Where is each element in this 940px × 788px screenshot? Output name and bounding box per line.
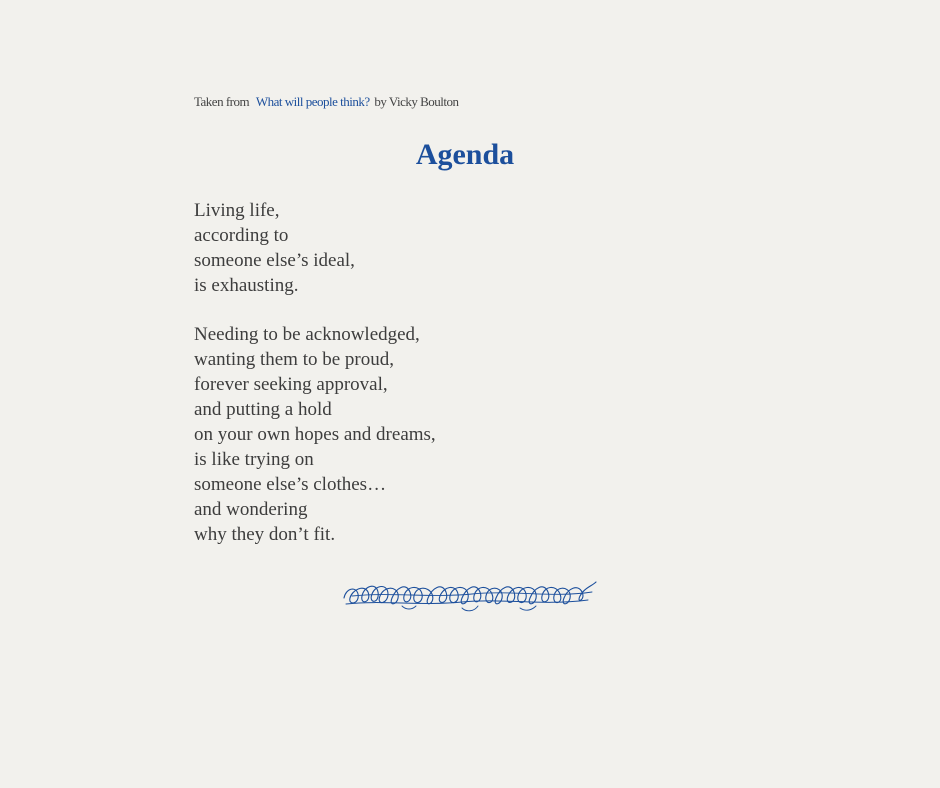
attribution-author: by Vicky Boulton	[374, 94, 459, 109]
poem-line: why they don’t fit.	[194, 524, 336, 545]
poem-line: Living life,	[194, 200, 280, 221]
poem-stanza-1	[194, 198, 355, 298]
poem-stanza-2	[194, 322, 436, 547]
poem-line: someone else’s ideal,	[194, 250, 355, 271]
poem-line: wanting them to be proud,	[194, 349, 394, 370]
poem-line: is exhausting.	[194, 275, 299, 296]
poem-line: and putting a hold	[194, 399, 332, 420]
poem-line: according to	[194, 225, 289, 246]
poem-title: Agenda	[415, 138, 515, 171]
poem-line: and wondering	[194, 499, 308, 520]
book-title-link[interactable]: What will people think?	[255, 94, 370, 109]
poem-line: Needing to be acknowledged,	[194, 324, 420, 345]
poem-line: is like trying on	[194, 449, 314, 470]
poem-line: on your own hopes and dreams,	[194, 424, 436, 445]
scribble-divider-icon	[342, 576, 598, 616]
attribution-line	[194, 94, 459, 110]
poem-line: someone else’s clothes…	[194, 474, 387, 495]
attribution-prefix: Taken from	[194, 94, 250, 109]
poem-line: forever seeking approval,	[194, 374, 388, 395]
